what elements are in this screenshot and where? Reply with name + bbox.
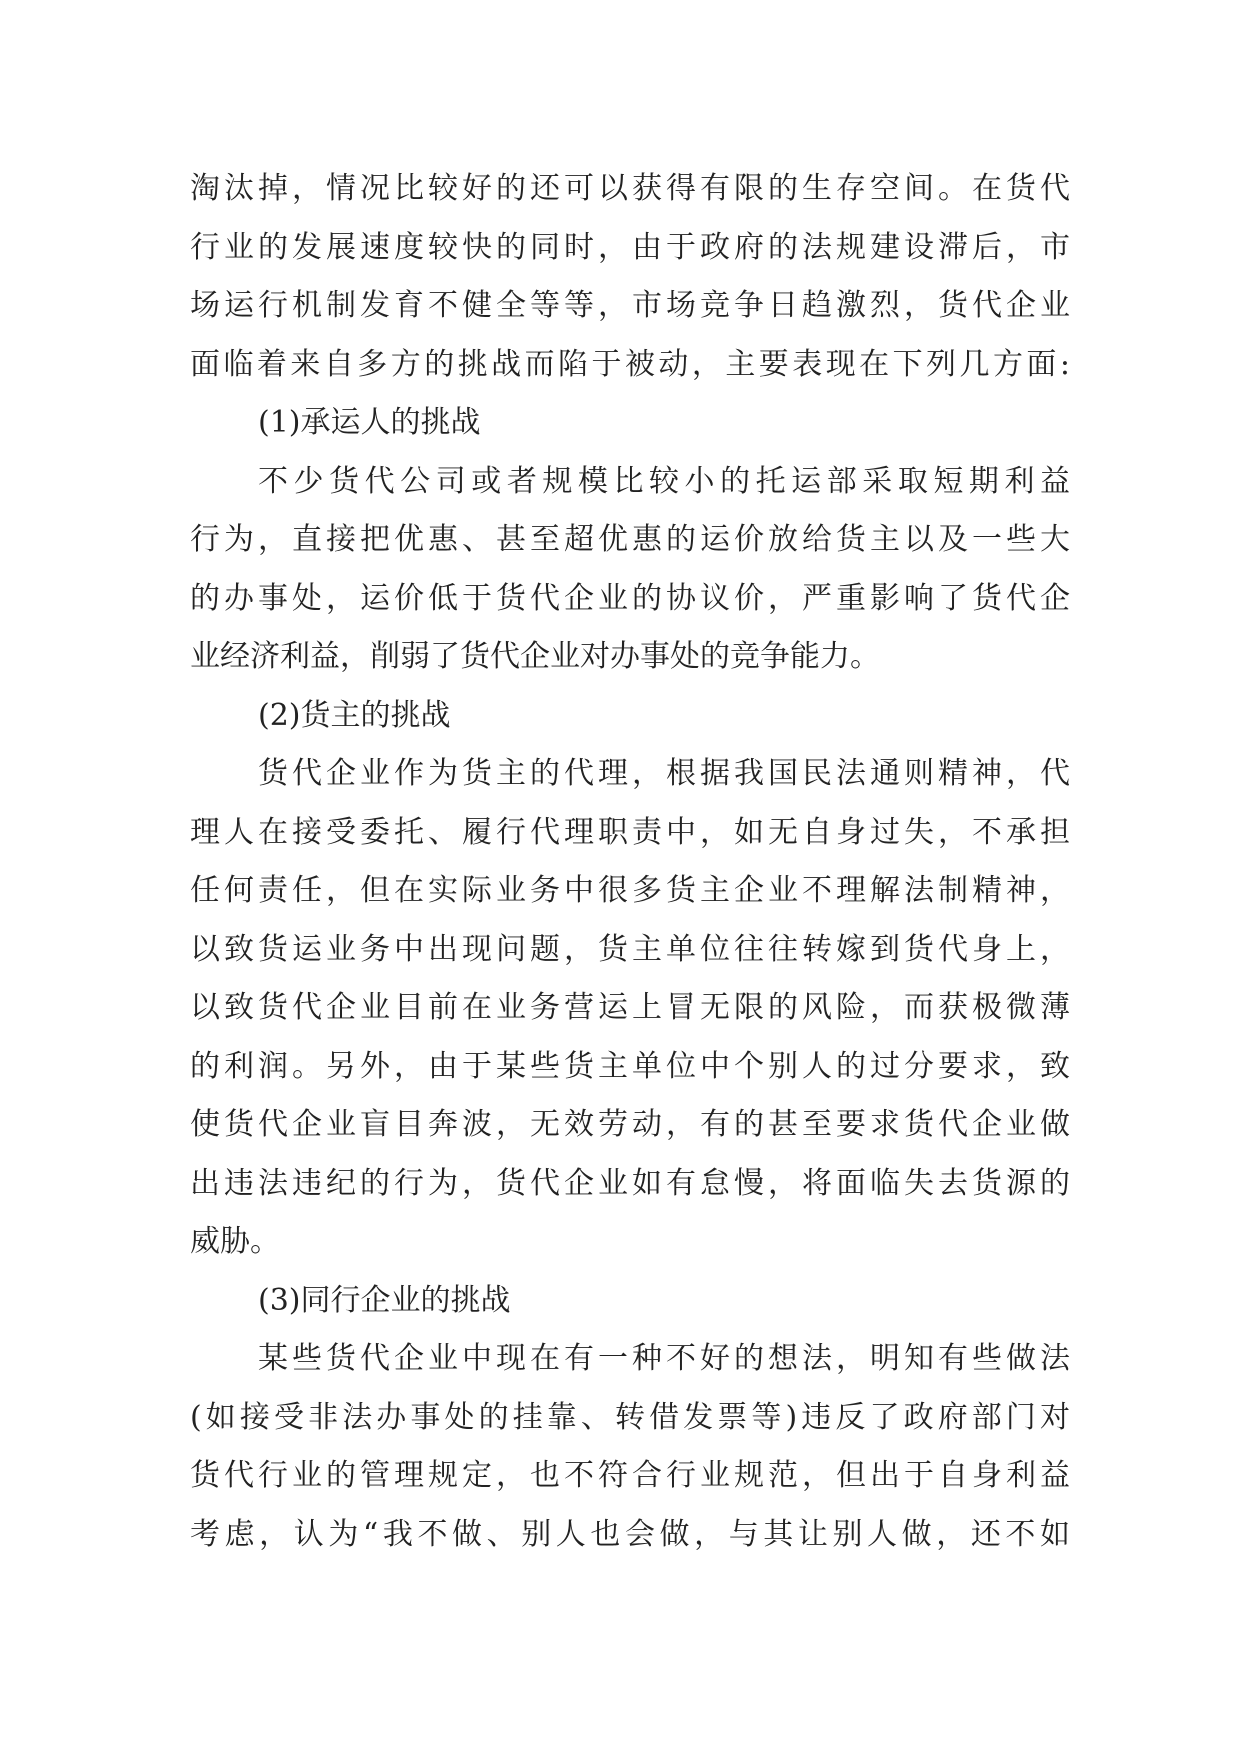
paragraph-line: 某些货代企业中现在有一种不好的想法，明知有些做法 — [258, 1341, 1070, 1376]
section-heading: (3)同行企业的挑战 — [258, 1282, 511, 1318]
paragraph-line: 面临着来自多方的挑战而陷于被动，主要表现在下列几方面: — [190, 346, 1070, 382]
paragraph-line: 理人在接受委托、履行代理职责中，如无自身过失，不承担 — [190, 814, 1070, 850]
document-body — [190, 160, 1070, 1564]
paragraph-line: 不少货代公司或者规模比较小的托运部采取短期利益 — [258, 463, 1070, 499]
paragraph-line: 威胁。 — [190, 1224, 280, 1259]
paragraph-line: (如接受非法办事处的挂靠、转借发票等)违反了政府部门对 — [190, 1399, 1070, 1435]
section-heading: (1)承运人的挑战 — [258, 405, 481, 440]
section-heading: (2)货主的挑战 — [258, 697, 451, 733]
paragraph-line: 货代行业的管理规定，也不符合行业规范，但出于自身利益 — [190, 1458, 1070, 1493]
paragraph-line: 业经济利益，削弱了货代企业对办事处的竞争能力。 — [190, 639, 880, 674]
paragraph-line: 货代企业作为货主的代理，根据我国民法通则精神，代 — [258, 756, 1070, 791]
paragraph-line: 考虑，认为“我不做、别人也会做，与其让别人做，还不如 — [190, 1516, 1070, 1552]
paragraph-line: 以致货运业务中出现问题，货主单位往往转嫁到货代身上， — [190, 931, 1070, 967]
paragraph-line: 行业的发展速度较快的同时，由于政府的法规建设滞后，市 — [190, 229, 1070, 265]
paragraph-line: 出违法违纪的行为，货代企业如有怠慢，将面临失去货源的 — [190, 1165, 1070, 1201]
paragraph-line: 使货代企业盲目奔波，无效劳动，有的甚至要求货代企业做 — [190, 1107, 1070, 1142]
paragraph-line: 行为，直接把优惠、甚至超优惠的运价放给货主以及一些大 — [190, 522, 1070, 557]
paragraph-line: 的利润。另外，由于某些货主单位中个别人的过分要求，致 — [190, 1048, 1070, 1084]
paragraph-line: 淘汰掉，情况比较好的还可以获得有限的生存空间。在货代 — [190, 171, 1070, 206]
paragraph-line: 任何责任，但在实际业务中很多货主企业不理解法制精神， — [190, 873, 1070, 908]
paragraph-line: 场运行机制发育不健全等等，市场竞争日趋激烈，货代企业 — [190, 288, 1070, 323]
paragraph-line: 以致货代企业目前在业务营运上冒无限的风险，而获极微薄 — [190, 990, 1070, 1025]
paragraph-line: 的办事处，运价低于货代企业的协议价，严重影响了货代企 — [190, 580, 1070, 616]
